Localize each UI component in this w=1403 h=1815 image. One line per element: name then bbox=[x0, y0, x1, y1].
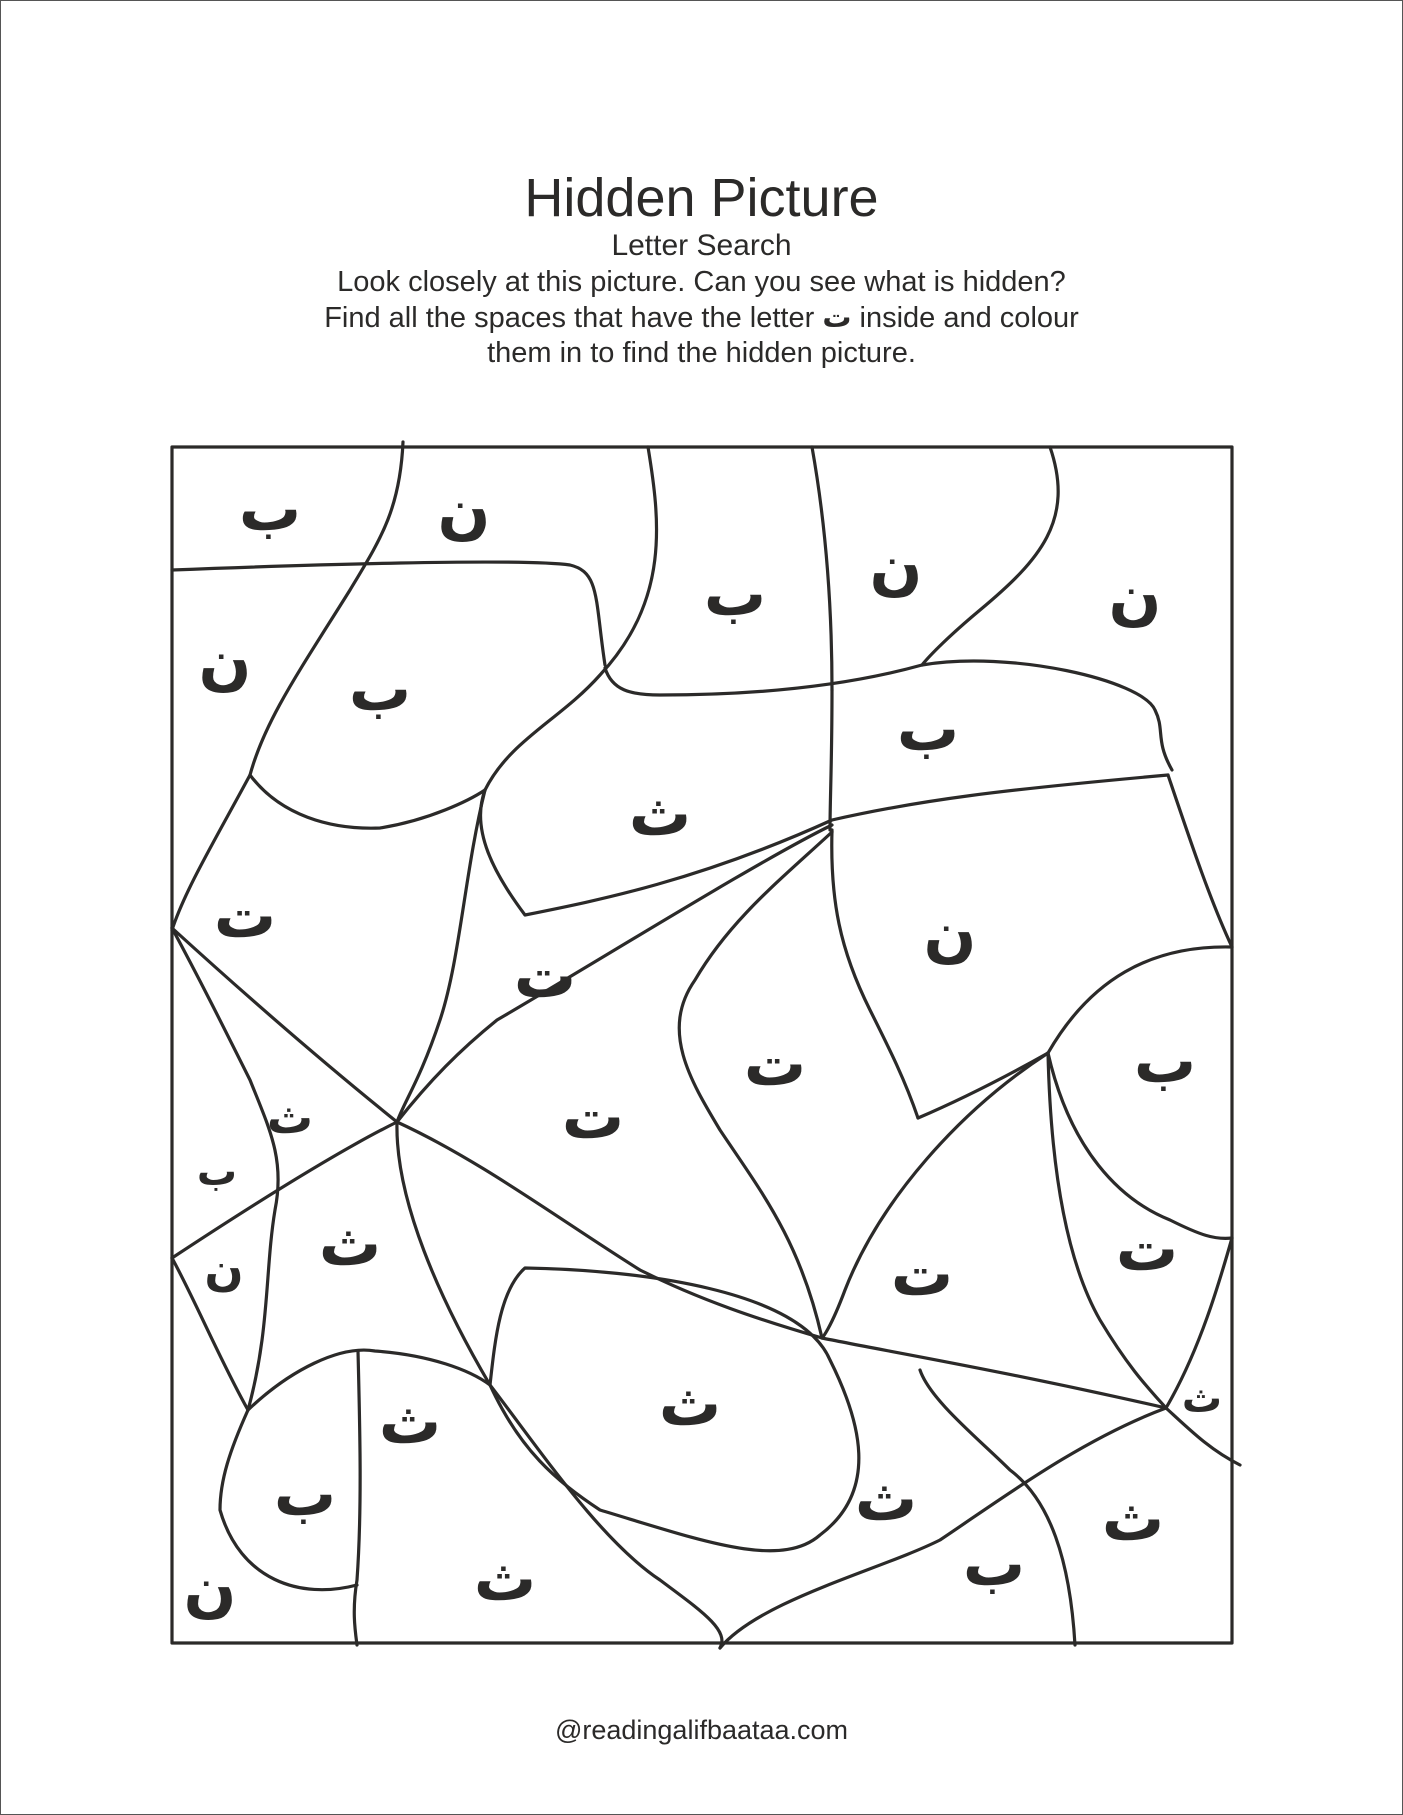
region-letter: ث bbox=[318, 1207, 382, 1280]
instructions-line-2-start: Find all the spaces that have the letter bbox=[324, 302, 823, 334]
region-letter: ت bbox=[743, 1027, 807, 1100]
region-letter: ب bbox=[196, 1149, 238, 1195]
region-letter: ب bbox=[896, 692, 960, 765]
instructions-line-1: Look closely at this picture. Can you see what is hidden? bbox=[337, 266, 1066, 298]
region-letter: ت bbox=[213, 879, 277, 952]
region-letter: ب bbox=[238, 472, 302, 545]
region-letter: ن bbox=[183, 1552, 237, 1625]
region-letter: ن bbox=[204, 1242, 244, 1296]
region-letter: ث bbox=[628, 777, 692, 850]
region-letter: ث bbox=[1181, 1376, 1223, 1422]
region-letter: ت bbox=[1115, 1212, 1179, 1285]
region-letter: ب bbox=[348, 652, 412, 725]
region-letter: ن bbox=[198, 625, 252, 698]
region-letter: ن bbox=[437, 474, 491, 547]
region-letter: ن bbox=[1108, 560, 1162, 633]
region-letter: ث bbox=[854, 1462, 918, 1535]
target-letter: ت bbox=[822, 300, 852, 334]
region-letter: ث bbox=[266, 1090, 314, 1144]
page-title: Hidden Picture bbox=[524, 168, 879, 228]
region-letter: ث bbox=[658, 1367, 722, 1440]
region-letter: ب bbox=[703, 557, 767, 630]
instructions-line-2-end: inside and colour bbox=[851, 302, 1079, 334]
website-footer: @readingalifbaataa.com bbox=[554, 1715, 849, 1745]
region-letter: ث bbox=[1101, 1482, 1165, 1555]
region-letter: ت bbox=[561, 1080, 625, 1153]
region-letter: ن bbox=[869, 530, 923, 603]
region-letter: ث bbox=[378, 1385, 442, 1458]
region-letters bbox=[184, 472, 1223, 1625]
region-letter: ب bbox=[962, 1527, 1026, 1600]
region-letter: ت bbox=[513, 939, 577, 1012]
region-letter: ب bbox=[273, 1457, 337, 1530]
region-letter: ث bbox=[473, 1542, 537, 1615]
page-subtitle: Letter Search bbox=[611, 229, 792, 262]
region-letter: ن bbox=[923, 897, 977, 970]
region-letter: ت bbox=[890, 1237, 954, 1310]
region-letter: ب bbox=[1133, 1024, 1197, 1097]
instructions-line-3: them in to find the hidden picture. bbox=[487, 337, 916, 369]
